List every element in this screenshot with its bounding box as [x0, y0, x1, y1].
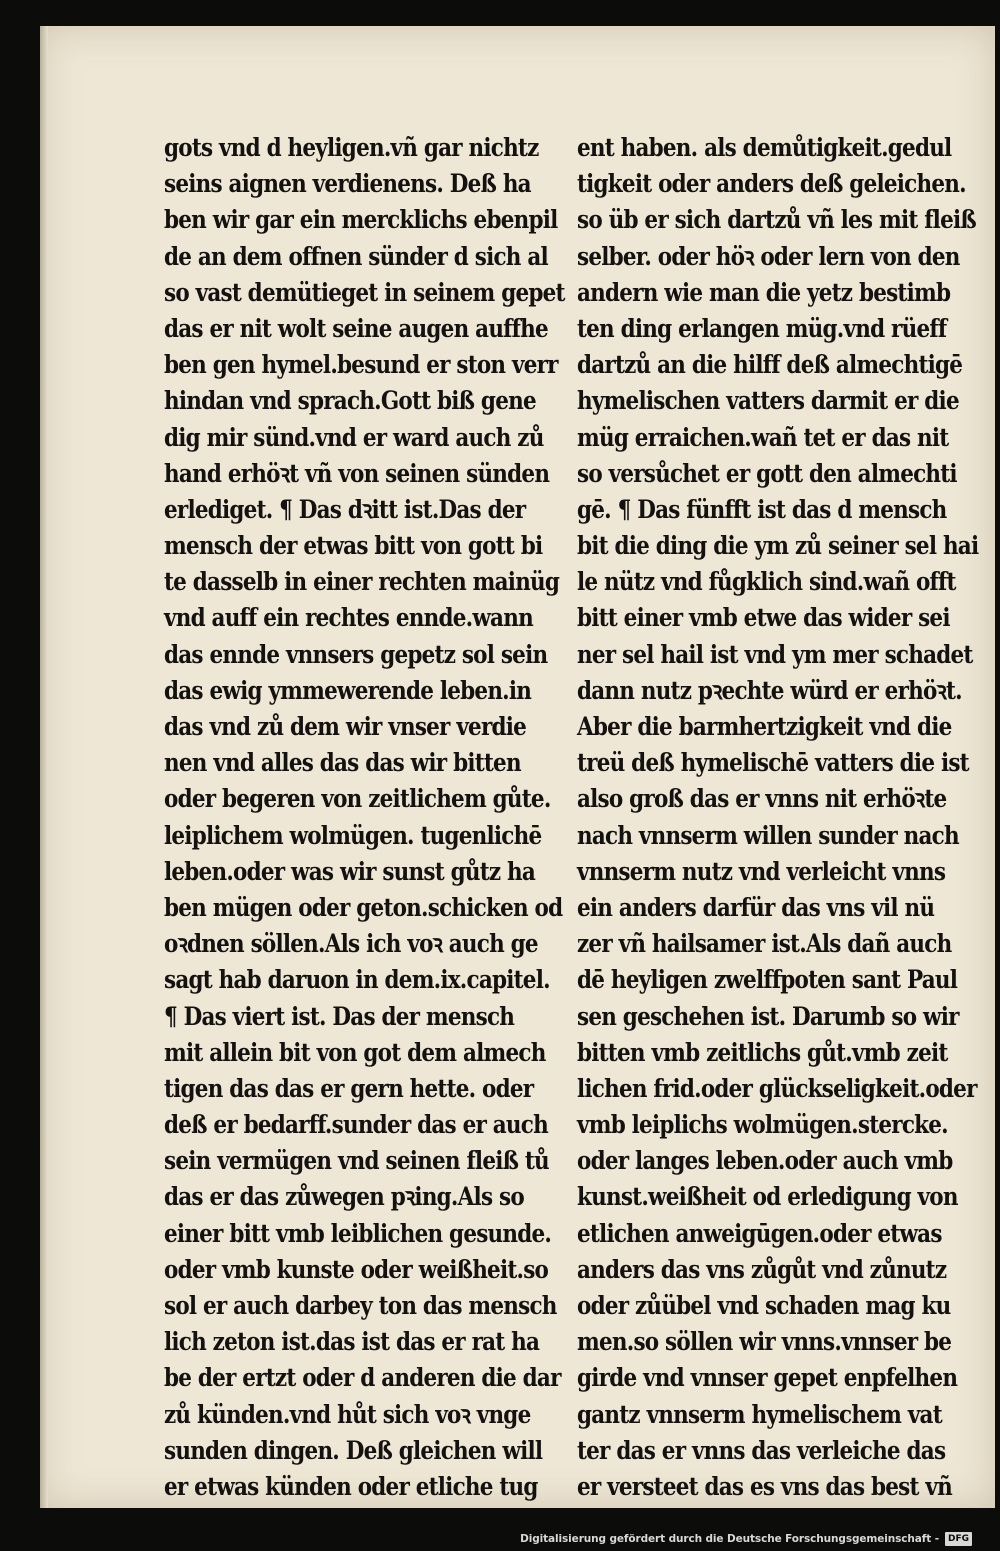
- text-line: bitten vmb zeitlichs gůt.vmb zeit: [577, 1037, 948, 1067]
- text-line: bit die ding die ym zů seiner sel hai: [577, 531, 979, 561]
- text-line: erlediget. ¶ Das dꝛitt ist.Das der: [164, 494, 526, 524]
- text-line: te dasselb in einer rechten mainüg: [164, 567, 560, 597]
- text-line: oꝛdnen söllen.Als ich voꝛ auch ge: [164, 929, 538, 959]
- text-line: lichen frid.oder glückseligkeit.oder: [577, 1073, 977, 1103]
- text-line: zů künden.vnd hůt sich voꝛ vnge: [164, 1399, 531, 1429]
- text-line: oder begeren von zeitlichem gůte.: [164, 784, 551, 814]
- text-line: gantz vnnserm hymelischem vat: [577, 1399, 942, 1429]
- text-line: Aber die barmhertzigkeit vnd die: [577, 712, 952, 741]
- text-line: treü deß hymelischē vatters die ist: [577, 748, 969, 778]
- text-line: hand erhöꝛt vñ von seinen sünden: [164, 458, 550, 488]
- text-line: ben gen hymel.besund er ston verr: [164, 350, 558, 380]
- text-line: sunden dingen. Deß gleichen will: [164, 1435, 543, 1465]
- text-line: ten ding erlangen müg.vnd rüeff: [577, 313, 947, 343]
- book-page: [40, 26, 995, 1508]
- text-line: sen geschehen ist. Darumb so wir: [577, 1001, 959, 1031]
- text-line: oder zůübel vnd schaden mag ku: [577, 1291, 951, 1320]
- text-line: ent haben. als demůtigkeit.gedul: [577, 133, 952, 162]
- text-line: le nütz vnd fůgklich sind.wañ offt: [577, 567, 956, 597]
- text-column-right: [577, 130, 977, 1505]
- text-line: men.so söllen wir vnns.vnnser be: [577, 1327, 952, 1357]
- text-line: mensch der etwas bitt von gott bi: [164, 531, 543, 561]
- text-line: das ennde vnnsers gepetz sol sein: [164, 639, 548, 669]
- text-line: dann nutz pꝛechte würd er erhöꝛt.: [577, 675, 962, 705]
- text-line: dartzů an die hilff deß almechtigē: [577, 350, 963, 380]
- text-line: gē. ¶ Das fünfft ist das d mensch: [577, 494, 947, 524]
- text-line: vnd auff ein rechtes ennde.wann: [164, 603, 533, 633]
- text-line: nach vnnserm willen sunder nach: [577, 820, 959, 850]
- text-line: andern wie man die yetz bestimb: [577, 277, 951, 307]
- text-line: girde vnd vnnser gepet enpfelhen: [577, 1363, 958, 1393]
- text-line: be der ertzt oder d anderen die dar: [164, 1363, 561, 1393]
- text-line: das er nit wolt seine augen auffhe: [164, 313, 548, 343]
- text-line: ter das er vnns das verleiche das: [577, 1435, 946, 1465]
- text-line: so vast demütieget in seinem gepet: [164, 277, 565, 307]
- text-line: das er das zůwegen pꝛing.Als so: [164, 1182, 524, 1212]
- text-line: etlichen anweigūgen.oder etwas: [577, 1218, 942, 1248]
- text-line: also groß das er vnns nit erhöꝛte: [577, 784, 947, 814]
- text-line: sein vermügen vnd seinen fleiß tů: [164, 1146, 549, 1176]
- text-line: einer bitt vmb leiblichen gesunde.: [164, 1218, 552, 1248]
- text-line: selber. oder höꝛ oder lern von den: [577, 241, 960, 271]
- text-line: hindan vnd sprach.Gott biß gene: [164, 386, 536, 416]
- text-line: deß er bedarff.sunder das er auch: [164, 1110, 548, 1140]
- text-line: dig mir sünd.vnd er ward auch zů: [164, 422, 544, 452]
- text-line: ben mügen oder geton.schicken od: [164, 892, 563, 922]
- text-line: leben.oder was wir sunst gůtz ha: [164, 856, 536, 886]
- text-line: das ewig ymmewerende leben.in: [164, 675, 532, 705]
- text-line: oder vmb kunste oder weißheit.so: [164, 1254, 549, 1284]
- digitization-footer: [520, 1531, 972, 1547]
- text-line: sol er auch darbey ton das mensch: [164, 1291, 557, 1320]
- text-line: seins aignen verdienens. Deß ha: [164, 169, 531, 199]
- text-line: er versteet das es vns das best vñ: [577, 1471, 952, 1501]
- text-line: vmb leiplichs wolmügen.stercke.: [577, 1110, 948, 1140]
- text-line: er etwas künden oder etliche tug: [164, 1471, 538, 1501]
- text-line: ner sel hail ist vnd ym mer schadet: [577, 639, 973, 669]
- text-line: leiplichem wolmügen. tugenlichē: [164, 820, 542, 850]
- text-line: ein anders darfür das vns vil nü: [577, 892, 935, 922]
- text-line: gots vnd d heyligen.vñ gar nichtz: [164, 133, 539, 162]
- text-line: müg erraichen.wañ tet er das nit: [577, 422, 949, 452]
- text-line: lich zeton ist.das ist das er rat ha: [164, 1327, 540, 1357]
- text-line: kunst.weißheit od erledigung von: [577, 1182, 958, 1212]
- text-line: so versůchet er gott den almechti: [577, 458, 957, 488]
- text-line: tigen das das er gern hette. oder: [164, 1073, 534, 1103]
- text-line: ¶ Das viert ist. Das der mensch: [164, 1001, 515, 1031]
- text-line: vnnserm nutz vnd verleicht vnns: [577, 856, 946, 886]
- text-line: dē heyligen zwelffpoten sant Paul: [577, 965, 958, 995]
- text-column-left: [164, 130, 564, 1505]
- text-line: mit allein bit von got dem almech: [164, 1037, 546, 1067]
- text-line: hymelischen vatters darmit er die: [577, 386, 959, 416]
- text-line: sagt hab daruon in dem.ix.capitel.: [164, 965, 550, 995]
- text-line: nen vnd alles das das wir bitten: [164, 748, 521, 778]
- funding-credit: Digitalisierung gefördert durch die Deutsche Forschungsgemeinschaft -: [520, 1533, 939, 1545]
- dfg-logo: DFG: [945, 1532, 972, 1546]
- text-line: tigkeit oder anders deß geleichen.: [577, 169, 966, 199]
- text-line: anders das vns zůgůt vnd zůnutz: [577, 1254, 947, 1284]
- page-gutter-edge: [40, 26, 48, 1508]
- text-line: das vnd zů dem wir vnser verdie: [164, 712, 527, 741]
- text-line: oder langes leben.oder auch vmb: [577, 1146, 953, 1176]
- text-line: bitt einer vmb etwe das wider sei: [577, 603, 950, 633]
- text-line: de an dem offnen sünder d sich al: [164, 241, 548, 271]
- text-line: so üb er sich dartzů vñ les mit fleiß: [577, 205, 976, 235]
- text-line: zer vñ hailsamer ist.Als dañ auch: [577, 929, 952, 959]
- text-line: ben wir gar ein mercklichs ebenpil: [164, 205, 558, 235]
